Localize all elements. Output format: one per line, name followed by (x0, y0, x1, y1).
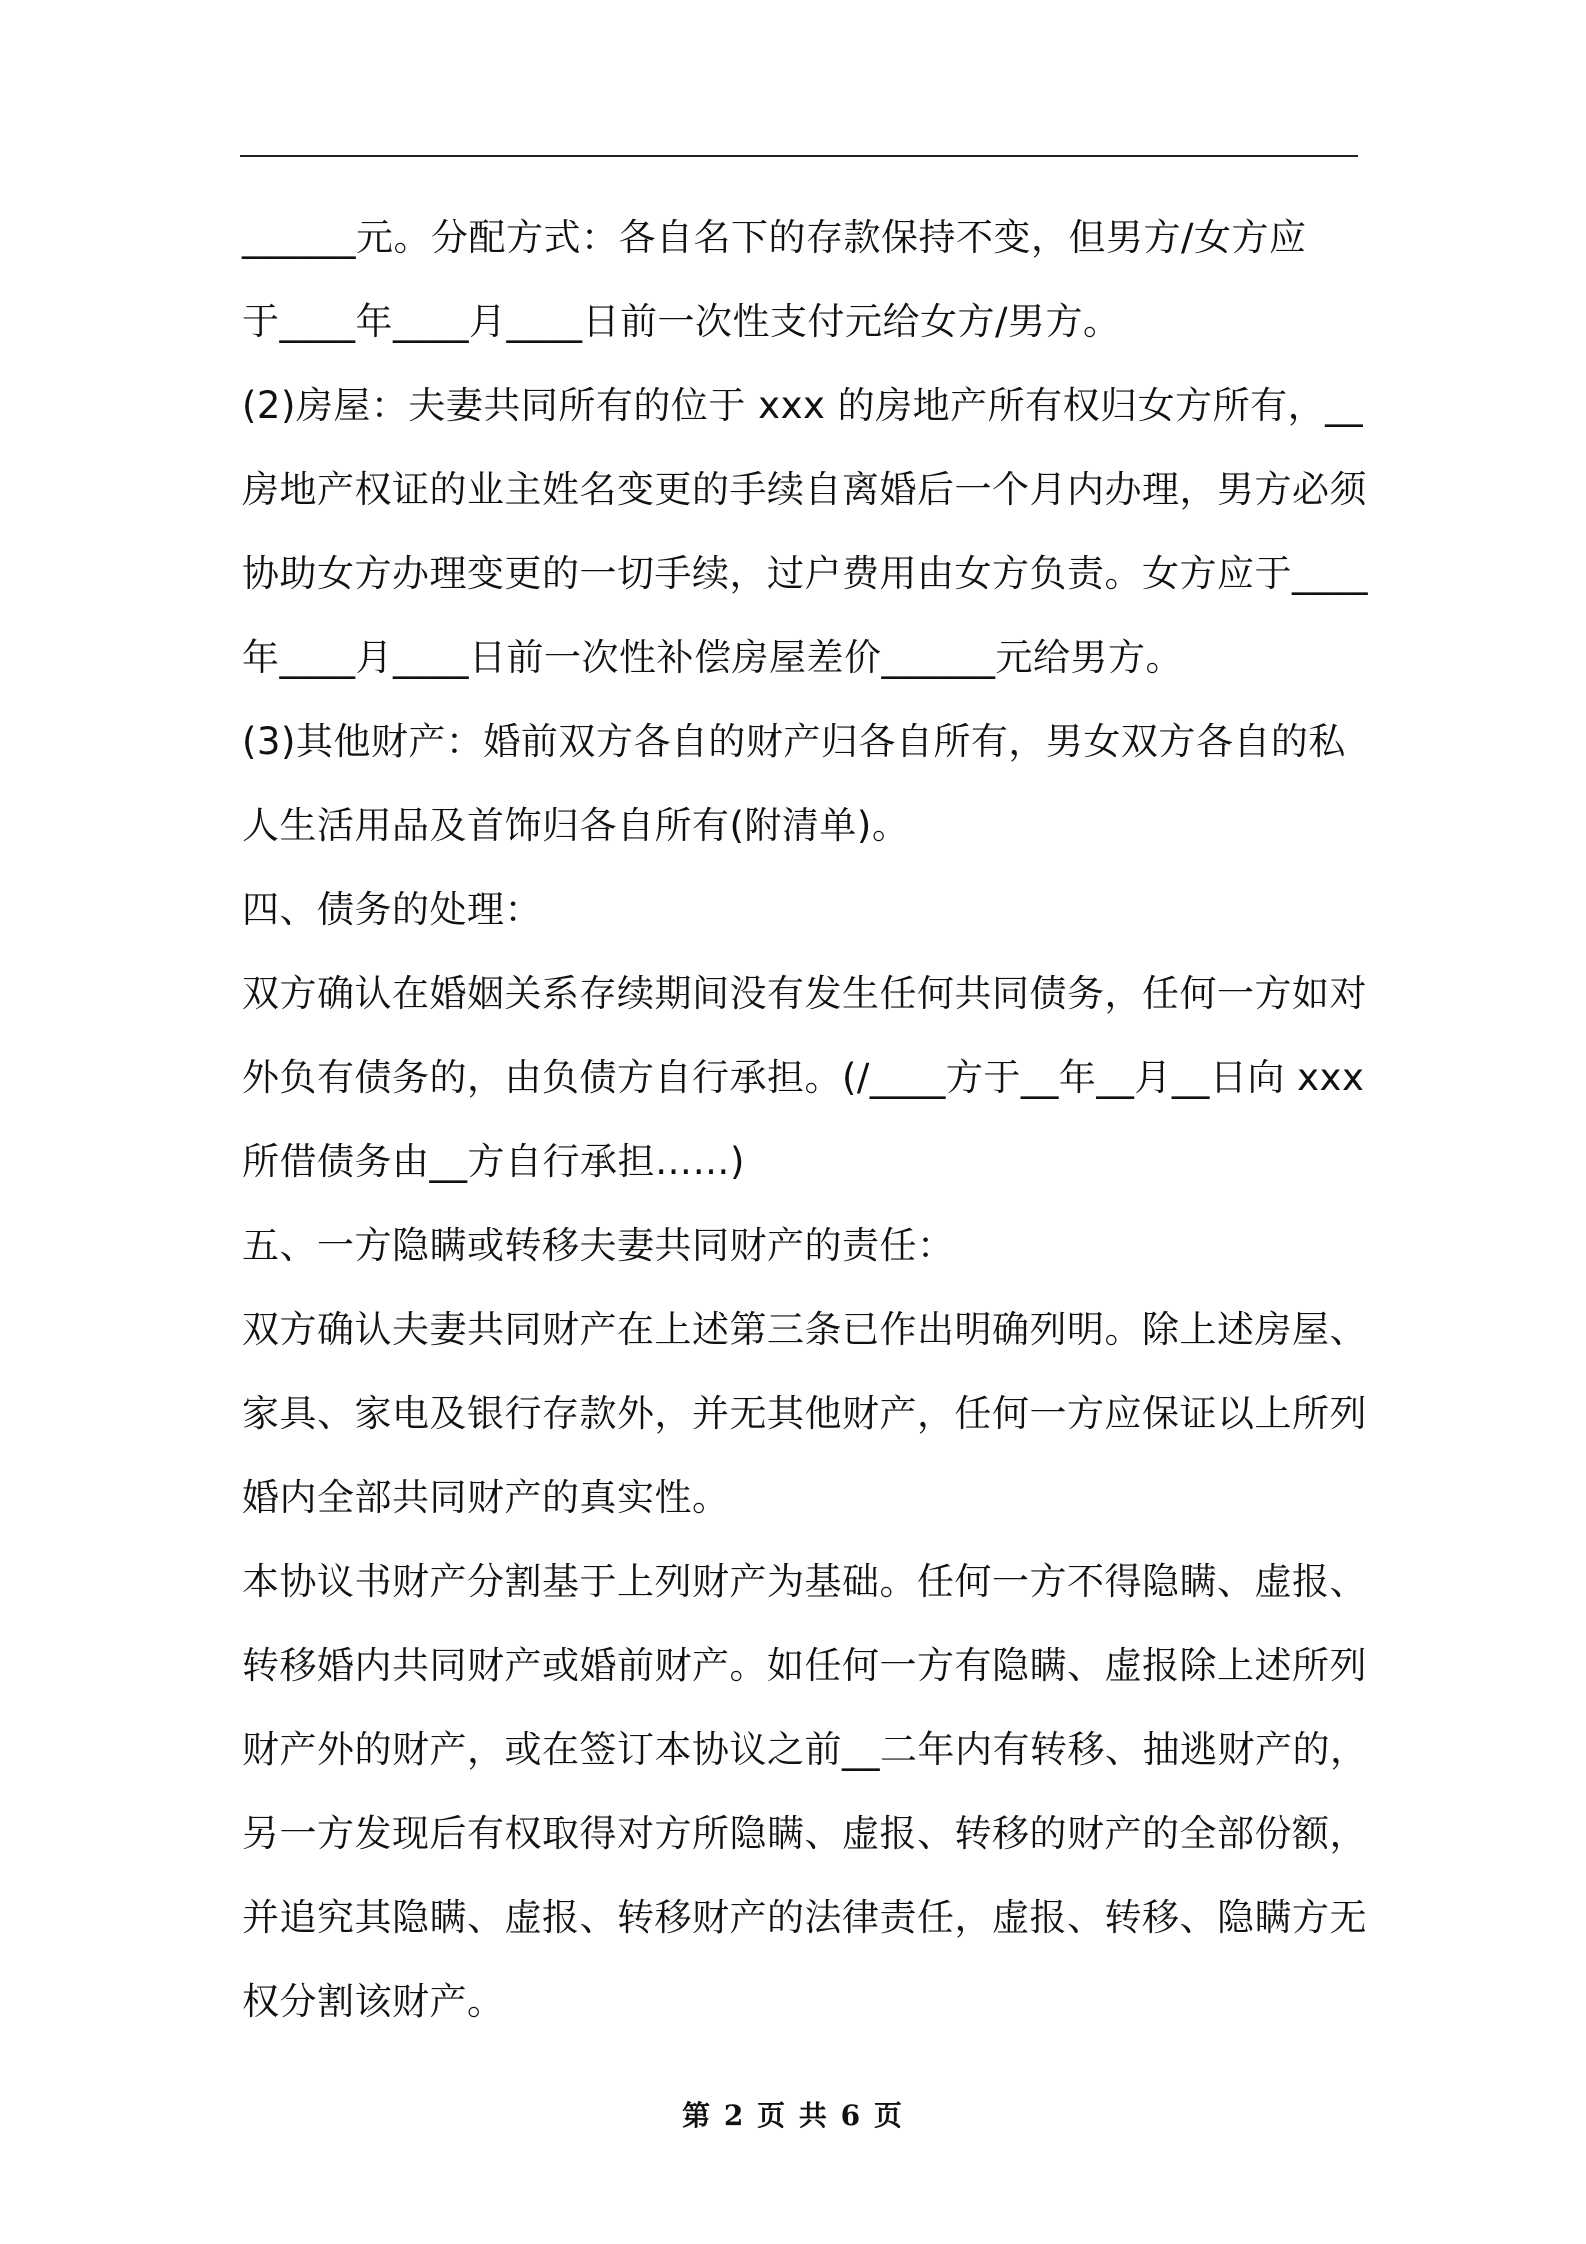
text-line: (3)其他财产：婚前双方各自的财产归各自所有，男女双方各自的私 (242, 720, 1346, 763)
text-line: 权分割该财产。 (242, 1980, 505, 2023)
section-heading: 四、债务的处理： (242, 888, 542, 931)
text-line: 所借债务由__方自行承担……) (242, 1140, 745, 1183)
text-line: ______元。分配方式：各自名下的存款保持不变，但男方/女方应 (242, 216, 1307, 259)
document-body (242, 196, 1368, 2044)
header-rule (240, 155, 1358, 157)
text-line: 婚内全部共同财产的真实性。 (242, 1476, 730, 1519)
text-line: 于____年____月____日前一次性支付元给女方/男方。 (242, 300, 1121, 343)
text-line: 年____月____日前一次性补偿房屋差价______元给男方。 (242, 636, 1183, 679)
page-number: 第 2 页 共 6 页 (682, 2099, 904, 2132)
text-line: 家具、家电及银行存款外，并无其他财产，任何一方应保证以上所列 (242, 1392, 1367, 1435)
section-heading: 五、一方隐瞒或转移夫妻共同财产的责任： (242, 1224, 955, 1267)
text-line: 转移婚内共同财产或婚前财产。如任何一方有隐瞒、虚报除上述所列 (242, 1644, 1367, 1687)
text-line: 本协议书财产分割基于上列财产为基础。任何一方不得隐瞒、虚报、 (242, 1560, 1367, 1603)
text-line: (2)房屋：夫妻共同所有的位于 xxx 的房地产所有权归女方所有，__ (242, 384, 1364, 427)
text-line: 协助女方办理变更的一切手续，过户费用由女方负责。女方应于____ (242, 552, 1368, 595)
text-line: 双方确认夫妻共同财产在上述第三条已作出明确列明。除上述房屋、 (242, 1308, 1367, 1351)
text-line: 另一方发现后有权取得对方所隐瞒、虚报、转移的财产的全部份额， (242, 1812, 1367, 1855)
text-line: 人生活用品及首饰归各自所有(附清单)。 (242, 804, 910, 847)
text-line: 外负有债务的，由负债方自行承担。(/____方于__年__月__日向 xxx (242, 1056, 1365, 1099)
text-line: 并追究其隐瞒、虚报、转移财产的法律责任，虚报、转移、隐瞒方无 (242, 1896, 1367, 1939)
text-line: 房地产权证的业主姓名变更的手续自离婚后一个月内办理，男方必须 (242, 468, 1367, 511)
text-line: 财产外的财产，或在签订本协议之前__二年内有转移、抽逃财产的， (242, 1728, 1368, 1771)
text-line: 双方确认在婚姻关系存续期间没有发生任何共同债务，任何一方如对 (242, 972, 1367, 1015)
